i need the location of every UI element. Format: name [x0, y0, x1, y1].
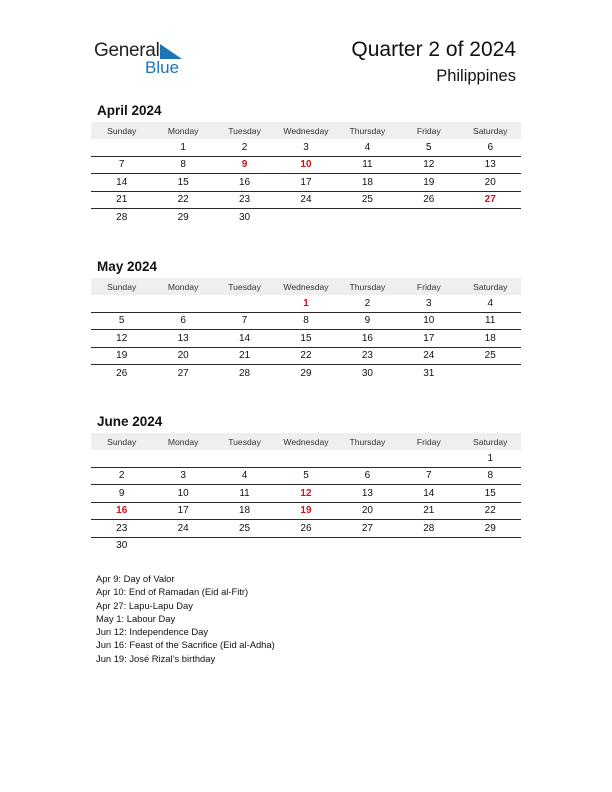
day-cell: 17 — [423, 332, 435, 344]
day-cell: 6 — [180, 315, 186, 327]
day-cell: 11 — [485, 315, 496, 327]
day-cell: 8 — [180, 159, 186, 171]
day-cell: 3 — [426, 297, 432, 309]
holiday-item: Apr 9: Day of Valor — [96, 573, 175, 584]
logo — [94, 40, 194, 80]
day-cell: 14 — [116, 176, 128, 188]
holiday-item: Jun 19: José Rizal’s birthday — [96, 652, 216, 664]
day-cell: 28 — [238, 367, 251, 379]
weekday-label: Thursday — [349, 125, 386, 136]
day-cell: 5 — [303, 470, 309, 482]
holiday-day-cell: 9 — [241, 159, 248, 171]
day-cell: 13 — [177, 332, 189, 344]
weekday-label: Saturday — [473, 281, 508, 292]
weekday-label: Thursday — [349, 281, 386, 292]
day-cell: 26 — [423, 194, 435, 206]
weekday-label: Monday — [167, 281, 199, 292]
weekday-label: Sunday — [107, 125, 137, 136]
weekday-label: Wednesday — [283, 125, 329, 136]
day-cell: 22 — [300, 350, 312, 362]
day-cell: 24 — [177, 522, 189, 534]
weekday-label: Wednesday — [283, 281, 329, 292]
day-cell: 26 — [300, 522, 312, 534]
day-cell: 11 — [362, 159, 373, 171]
day-cell: 14 — [238, 332, 251, 344]
day-cell: 21 — [116, 194, 128, 206]
week-row — [91, 313, 521, 331]
day-cell: 8 — [487, 470, 494, 482]
weekday-label: Saturday — [473, 436, 508, 447]
day-cell: 18 — [238, 505, 251, 517]
weekday-header — [91, 278, 521, 295]
day-cell: 20 — [484, 176, 496, 188]
day-cell: 17 — [177, 505, 189, 517]
week-row — [91, 174, 521, 192]
day-cell: 1 — [487, 452, 494, 464]
day-cell: 12 — [116, 332, 128, 344]
holiday-item: Jun 16: Feast of the Sacrifice (Eid al-Adha) — [96, 639, 275, 651]
month-title: April 2024 — [97, 103, 162, 118]
week-row — [91, 520, 521, 538]
week-row — [91, 192, 521, 210]
weekday-label: Tuesday — [228, 436, 261, 447]
day-cell: 29 — [300, 367, 312, 379]
day-cell: 20 — [361, 505, 373, 517]
day-cell: 14 — [423, 487, 435, 499]
day-cell: 15 — [177, 176, 189, 188]
quarter-title: Quarter 2 of 2024 — [351, 38, 516, 61]
day-cell: 5 — [118, 315, 125, 327]
weekday-label: Saturday — [473, 125, 508, 136]
day-cell: 28 — [116, 211, 128, 223]
day-cell: 4 — [241, 470, 248, 482]
weekday-label: Sunday — [107, 281, 137, 292]
day-cell: 13 — [484, 159, 496, 171]
day-cell: 22 — [177, 194, 189, 206]
holiday-item: Jun 12: Independence Day — [96, 626, 209, 638]
day-cell: 16 — [238, 176, 251, 188]
day-cell: 15 — [300, 332, 312, 344]
day-cell: 7 — [426, 470, 432, 482]
day-cell: 20 — [177, 350, 189, 362]
day-cell: 19 — [423, 176, 435, 188]
day-cell: 28 — [423, 522, 435, 534]
month-title: June 2024 — [97, 414, 163, 429]
day-cell: 21 — [238, 350, 251, 362]
day-cell: 9 — [364, 315, 371, 327]
week-row — [91, 503, 521, 521]
day-cell: 30 — [116, 540, 128, 552]
week-row — [91, 468, 521, 486]
week-row — [91, 485, 521, 503]
day-cell: 17 — [300, 176, 312, 188]
day-cell: 9 — [118, 487, 125, 499]
day-cell: 2 — [241, 141, 248, 153]
day-cell: 27 — [361, 522, 373, 534]
day-cell: 26 — [116, 367, 128, 379]
week-row — [91, 365, 521, 382]
day-cell: 18 — [361, 176, 373, 188]
weekday-header — [91, 433, 521, 450]
logo-word-general: General — [94, 40, 160, 61]
day-cell: 24 — [300, 194, 312, 206]
day-cell: 23 — [238, 194, 251, 206]
day-cell: 30 — [238, 211, 251, 223]
month-april — [91, 103, 521, 226]
day-cell: 25 — [238, 522, 251, 534]
day-cell: 18 — [484, 332, 496, 344]
month-title: May 2024 — [97, 259, 158, 274]
month-may — [91, 259, 521, 382]
day-cell: 10 — [177, 487, 189, 499]
day-cell: 13 — [361, 487, 373, 499]
weekday-label: Tuesday — [228, 281, 261, 292]
day-cell: 8 — [303, 315, 309, 327]
day-cell: 29 — [177, 211, 189, 223]
weekday-label: Monday — [167, 125, 199, 136]
day-cell: 3 — [180, 470, 186, 482]
holiday-day-cell: 10 — [300, 159, 312, 171]
weekday-label: Sunday — [107, 436, 137, 447]
day-cell: 7 — [241, 315, 248, 327]
day-cell: 7 — [118, 159, 125, 171]
weekday-label: Tuesday — [228, 125, 261, 136]
week-row — [91, 139, 521, 157]
day-cell: 22 — [484, 505, 496, 517]
holiday-item: May 1: Labour Day — [96, 612, 176, 624]
day-cell: 6 — [364, 470, 371, 482]
weekday-label: Friday — [416, 281, 441, 292]
day-cell: 5 — [426, 141, 432, 153]
week-row — [91, 330, 521, 348]
weekday-label: Monday — [167, 436, 199, 447]
weekday-label: Friday — [416, 436, 441, 447]
day-cell: 19 — [116, 350, 128, 362]
holiday-item: Apr 10: End of Ramadan (Eid al-Fitr) — [96, 586, 249, 598]
day-cell: 25 — [361, 194, 373, 206]
day-cell: 29 — [484, 522, 496, 534]
week-row — [91, 295, 521, 313]
day-cell: 3 — [303, 141, 309, 153]
holiday-day-cell: 16 — [116, 505, 128, 517]
day-cell: 30 — [361, 367, 373, 379]
weekday-label: Wednesday — [283, 436, 329, 447]
day-cell: 2 — [118, 470, 125, 482]
weekday-label: Friday — [416, 125, 441, 136]
holiday-day-cell: 1 — [303, 297, 309, 309]
day-cell: 10 — [423, 315, 435, 327]
day-cell: 23 — [361, 350, 373, 362]
day-cell: 31 — [423, 367, 435, 379]
day-cell: 1 — [180, 141, 186, 153]
weekday-label: Thursday — [349, 436, 386, 447]
day-cell: 16 — [361, 332, 373, 344]
week-row — [91, 450, 521, 468]
holiday-item: Apr 27: Lapu-Lapu Day — [96, 599, 193, 611]
holiday-list — [96, 572, 275, 665]
day-cell: 2 — [364, 297, 371, 309]
day-cell: 23 — [116, 522, 128, 534]
day-cell: 21 — [423, 505, 435, 517]
week-row — [91, 538, 521, 555]
day-cell: 12 — [423, 159, 435, 171]
day-cell: 15 — [484, 487, 496, 499]
logo-word-blue: Blue — [145, 58, 180, 77]
country-name: Philippines — [436, 67, 516, 85]
day-cell: 24 — [423, 350, 435, 362]
day-cell: 4 — [364, 141, 371, 153]
month-june — [91, 414, 521, 554]
day-cell: 25 — [484, 350, 496, 362]
holiday-day-cell: 12 — [300, 487, 312, 499]
day-cell: 6 — [487, 141, 494, 153]
weekday-header — [91, 122, 521, 139]
day-cell: 4 — [487, 297, 494, 309]
week-row — [91, 348, 521, 366]
week-row — [91, 209, 521, 226]
day-cell: 27 — [177, 367, 189, 379]
holiday-day-cell: 19 — [300, 505, 312, 517]
holiday-day-cell: 27 — [484, 194, 496, 206]
week-row — [91, 157, 521, 175]
day-cell: 11 — [239, 487, 250, 499]
